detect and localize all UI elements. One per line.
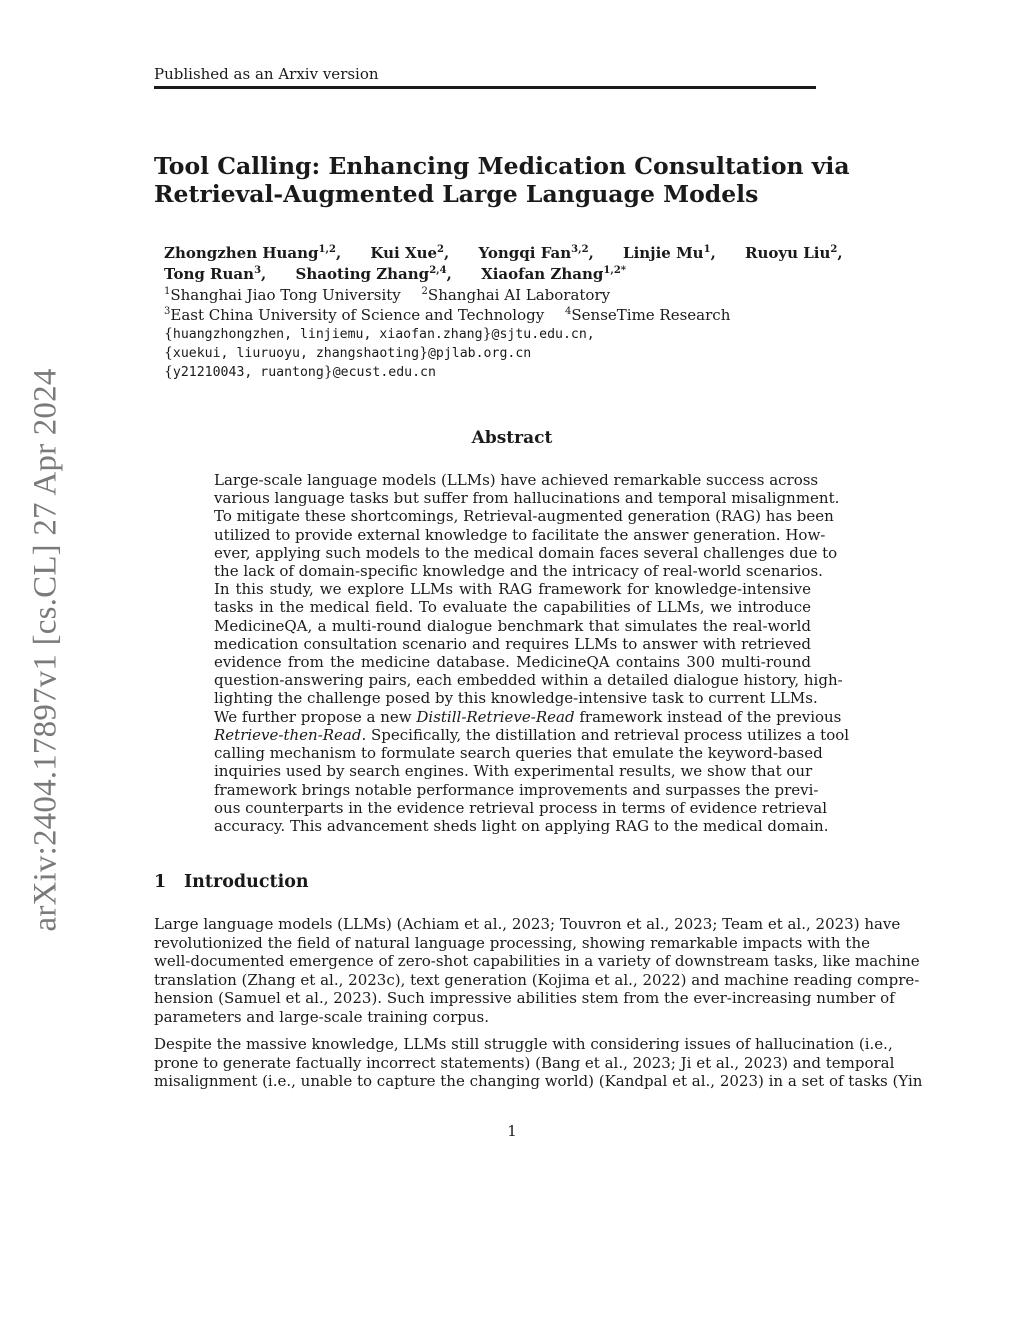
abstract-line: framework brings notable performance improvements and surpasses the previ- [214, 781, 819, 799]
affiliation: $^2$Shanghai AI Laboratory [421, 286, 611, 304]
title-line-1: Tool Calling: Enhancing Medication Consultation via [154, 152, 850, 180]
abstract-line: utilized to provide external knowledge to facilitate the answer generation. How- [214, 526, 826, 544]
author-line-1 [164, 244, 867, 262]
affiliation-line-2 [164, 306, 746, 324]
abstract-line: In this study, we explore LLMs with RAG framework for knowledge-intensive [214, 580, 811, 598]
running-head: Published as an Arxiv version [154, 65, 379, 83]
abstract-line: Large-scale language models (LLMs) have achieved remarkable success across [214, 471, 819, 489]
author: Yongqi Fan$^{3,2}$, [478, 244, 594, 262]
abstract-line: question-answering pairs, each embedded within a detailed dialogue history, high- [214, 671, 843, 689]
abstract-line: ous counterparts in the evidence retrieval process in terms of evidence retrieval [214, 799, 828, 817]
body-line: revolutionized the field of natural language processing, showing remarkable impacts with the [154, 934, 870, 952]
email-line: {xuekui, liuruoyu, zhangshaoting}@pjlab.org.cn [164, 345, 532, 361]
body-line: parameters and large-scale training corpus. [154, 1008, 489, 1026]
section-heading-introduction: 1 Introduction [154, 872, 309, 892]
affiliation: $^3$East China University of Science and Technology [164, 306, 545, 324]
author: Ruoyu Liu$^2$, [745, 244, 843, 262]
abstract-line: To mitigate these shortcomings, Retrieval-augmented generation (RAG) has been [214, 507, 834, 525]
abstract-line: MedicineQA, a multi-round dialogue benchmark that simulates the real-world [214, 617, 811, 635]
affiliation: $^4$SenseTime Research [565, 306, 731, 324]
body-line: prone to generate factually incorrect statements) (Bang et al., 2023; Ji et al., 2023) and temporal [154, 1054, 895, 1072]
abstract-line: We further propose a new Distill-Retrieve-Read framework instead of the previous [214, 708, 842, 726]
abstract-line: accuracy. This advancement sheds light on applying RAG to the medical domain. [214, 817, 829, 835]
body-line: Despite the massive knowledge, LLMs still struggle with considering issues of hallucination (i.e., [154, 1035, 893, 1053]
email-line: {huangzhongzhen, linjiemu, xiaofan.zhang}@sjtu.edu.cn, [164, 326, 595, 342]
body-line: hension (Samuel et al., 2023). Such impressive abilities stem from the ever-increasing number of [154, 989, 895, 1007]
author: Shaoting Zhang$^{2,4}$, [295, 265, 452, 283]
title-line-2: Retrieval-Augmented Large Language Models [154, 180, 759, 208]
author: Tong Ruan$^3$, [164, 265, 267, 283]
body-line: well-documented emergence of zero-shot capabilities in a variety of downstream tasks, like machine [154, 952, 920, 970]
abstract-line: the lack of domain-specific knowledge and the intricacy of real-world scenarios. [214, 562, 823, 580]
abstract-line: calling mechanism to formulate search queries that emulate the keyword-based [214, 744, 823, 762]
header-rule [154, 86, 816, 89]
author: Zhongzhen Huang$^{1,2}$, [164, 244, 342, 262]
page-number: 1 [507, 1122, 517, 1140]
affiliation-line-1 [164, 286, 626, 304]
author-line-2 [164, 265, 650, 283]
abstract-line: inquiries used by search engines. With experimental results, we show that our [214, 762, 813, 780]
abstract-line: various language tasks but suffer from hallucinations and temporal misalignment. [214, 489, 840, 507]
abstract-line: tasks in the medical field. To evaluate the capabilities of LLMs, we introduce [214, 598, 811, 616]
abstract-line: medication consultation scenario and requires LLMs to answer with retrieved [214, 635, 811, 653]
abstract-line: evidence from the medicine database. MedicineQA contains 300 multi-round [214, 653, 811, 671]
body-line: misalignment (i.e., unable to capture the changing world) (Kandpal et al., 2023) in a set of tasks (Yin [154, 1072, 923, 1090]
email-line: {y21210043, ruantong}@ecust.edu.cn [164, 364, 436, 380]
affiliation: $^1$Shanghai Jiao Tong University [164, 286, 401, 304]
author: Linjie Mu$^1$, [623, 244, 716, 262]
abstract-heading: Abstract [471, 428, 553, 448]
body-line: translation (Zhang et al., 2023c), text generation (Kojima et al., 2022) and machine reading compre- [154, 971, 920, 989]
author: Kui Xue$^2$, [370, 244, 450, 262]
abstract-line: ever, applying such models to the medical domain faces several challenges due to [214, 544, 838, 562]
abstract-line: lighting the challenge posed by this knowledge-intensive task to current LLMs. [214, 689, 818, 707]
arxiv-side-stamp: arXiv:2404.17897v1 [cs.CL] 27 Apr 2024 [27, 368, 64, 932]
paper-title [154, 152, 854, 208]
author: Xiaofan Zhang$^{1,2*}$ [481, 265, 627, 283]
body-line: Large language models (LLMs) (Achiam et al., 2023; Touvron et al., 2023; Team et al., 2023) have [154, 915, 901, 933]
abstract-line: Retrieve-then-Read. Specifically, the distillation and retrieval process utilizes a tool [214, 726, 850, 744]
